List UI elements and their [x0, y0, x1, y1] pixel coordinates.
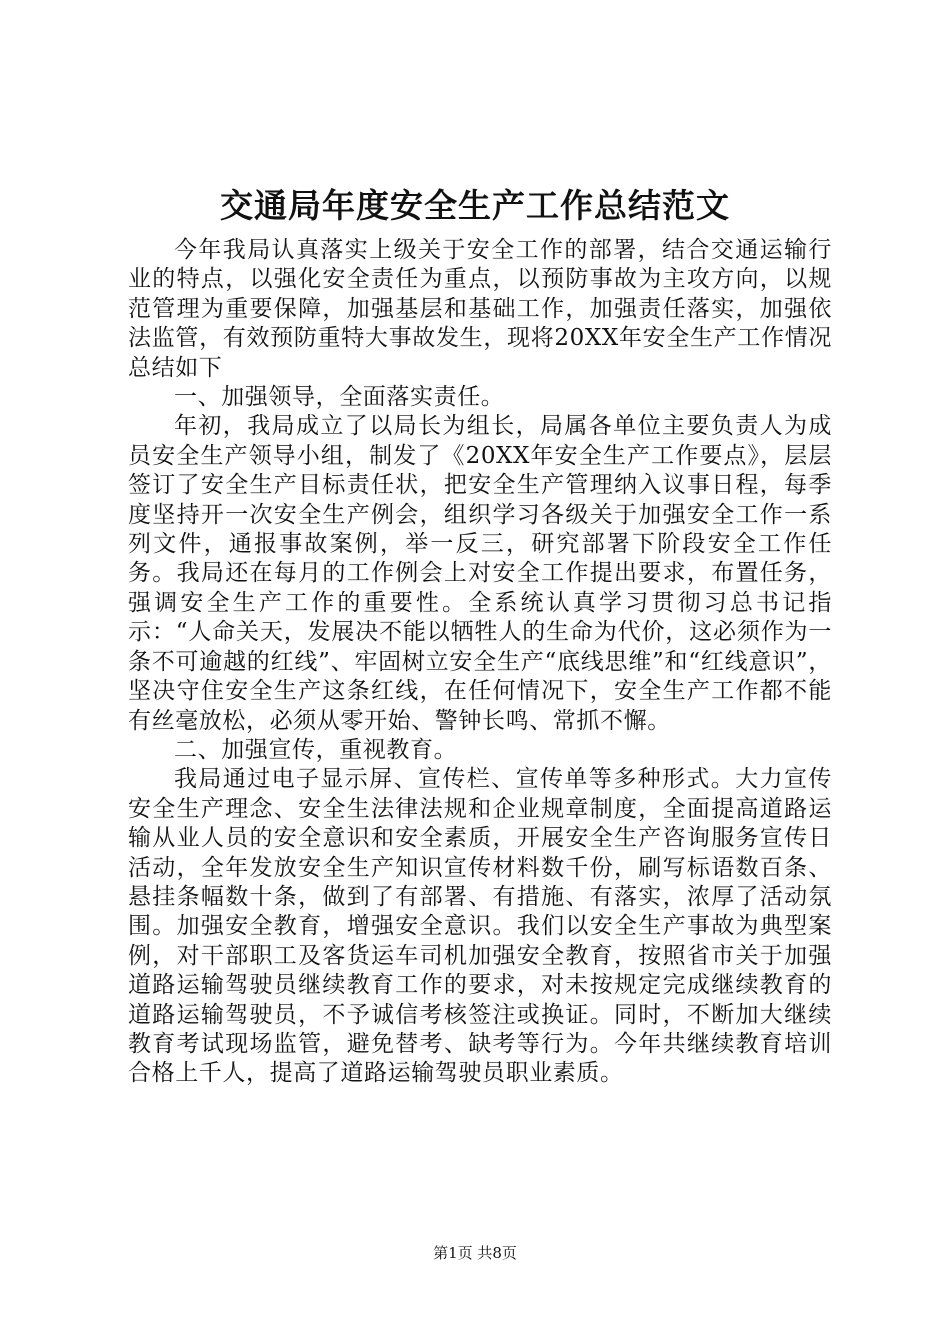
document-title: 交通局年度安全生产工作总结范文	[220, 186, 730, 225]
paragraph-section-2: 我局通过电子显示屏、宣传栏、宣传单等多种形式。大力宣传安全生产理念、安全生法律法规和企业规章制度，全面提高道路运输从业人员的安全意识和安全素质，开展安全生产咨询服务宣传日活动，全年发放安全生产知识宣传材料数千份，刷写标语数百条、悬挂条幅数十条，做到了有部署、有措施、有落实，浓厚了活动氛围。加强安全教育，增强安全意识。我们以安全生产事故为典型案例，对干部职工及客货运车司机加强安全教育，按照省市关于加强道路运输驾驶员继续教育工作的要求，对未按规定完成继续教育的道路运输驾驶员，不予诚信考核签注或换证。同时，不断加大继续教育考试现场监管，避免替考、缺考等行为。今年共继续教育培训合格上千人，提高了道路运输驾驶员职业素质。	[128, 766, 832, 1087]
section-heading-2: 二、加强宣传，重视教育。	[174, 736, 458, 763]
paragraph-section-1: 年初，我局成立了以局长为组长，局属各单位主要负责人为成员安全生产领导小组，制发了《20XX年安全生产工作要点》，层层签订了安全生产目标责任状，把安全生产管理纳入议事日程，每季度坚持开一次安全生产例会，组织学习各级关于加强安全工作一系列文件，通报事故案例，举一反三，研究部署下阶段安全工作任务。我局还在每月的工作例会上对安全工作提出要求，布置任务，强调安全生产工作的重要性。全系统认真学习贯彻习总书记指示：“人命关天，发展决不能以牺牲人的生命为代价，这必须作为一条不可逾越的红线”、牢固树立安全生产“底线思维”和“红线意识”，坚决守住安全生产这条红线，在任何情况下，安全生产工作都不能有丝毫放松，必须从零开始、警钟长鸣、常抓不懈。	[128, 413, 832, 734]
document-body	[128, 236, 832, 1089]
section-heading-1: 一、加强领导，全面落实责任。	[174, 384, 505, 411]
page-number-footer: 第1页 共8页	[433, 1244, 517, 1262]
paragraph-intro: 今年我局认真落实上级关于安全工作的部署，结合交通运输行业的特点，以强化安全责任为重点，以预防事故为主攻方向，以规范管理为重要保障，加强基层和基础工作，加强责任落实，加强依法监管，有效预防重特大事故发生，现将20XX年安全生产工作情况总结如下	[128, 237, 832, 381]
